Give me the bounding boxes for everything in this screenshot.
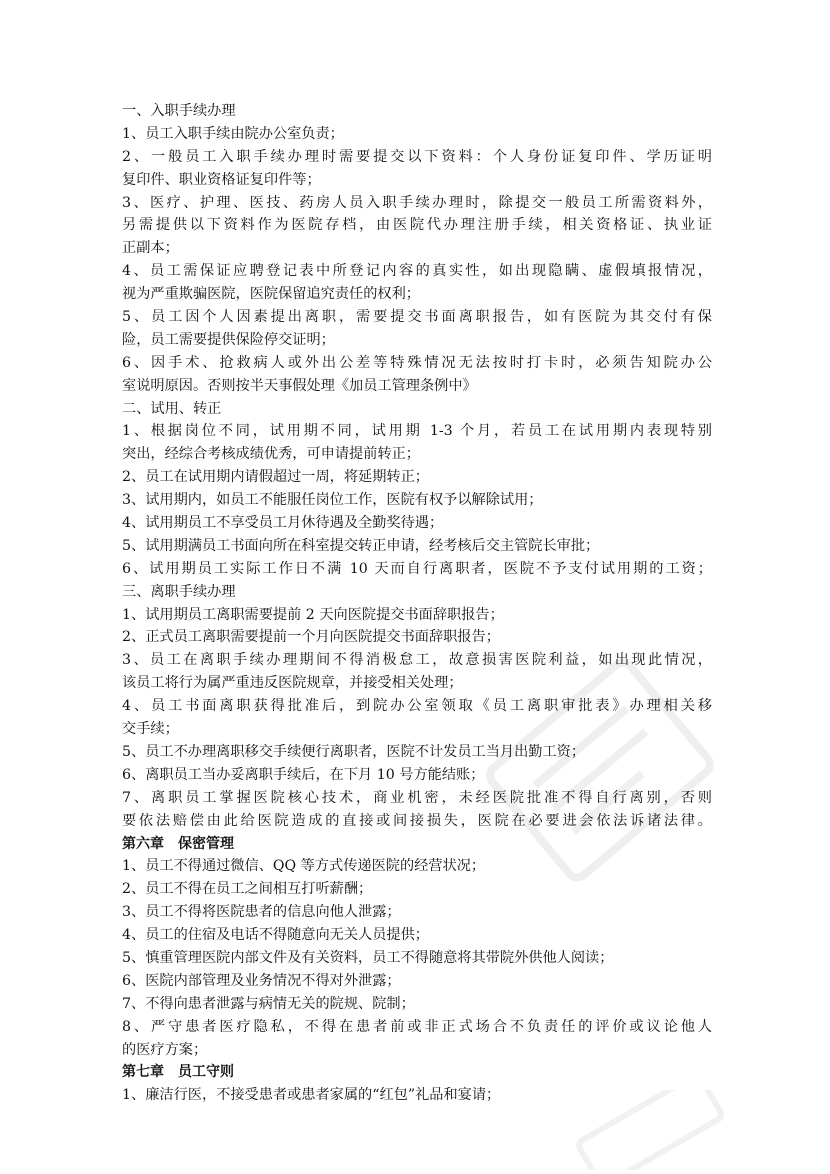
list-item-line: 的医疗方案；	[122, 1041, 208, 1058]
list-item-line: 交手续；	[122, 721, 179, 738]
list-item-line: 1、员工入职手续由院办公室负责；	[122, 125, 344, 142]
list-item-line: 1、试用期员工离职需要提前 2 天向医院提交书面辞职报告；	[122, 606, 504, 623]
list-item-line: 室说明原因。否则按半天事假处理《加员工管理条例中》	[122, 377, 477, 394]
list-item-line: 5、员工因个人因素提出离职，需要提交书面离职报告，如有医院为其交付有保	[122, 309, 712, 326]
list-item-line: 1、员工不得通过微信、QQ 等方式传递医院的经营状况；	[122, 858, 486, 875]
list-item-line: 2、员工在试用期内请假超过一周，将延期转正；	[122, 469, 429, 486]
section-title: 一、入职手续办理	[122, 103, 236, 119]
list-item-line: 7、不得向患者泄露与病情无关的院规、院制；	[122, 995, 415, 1012]
list-item-line: 1、廉洁行医，不接受患者或患者家属的“红包”礼品和宴请；	[122, 1087, 501, 1104]
section-title: 二、试用、转正	[122, 400, 222, 417]
list-item-line: 1、根据岗位不同，试用期不同，试用期 1-3 个月，若员工在试用期内表现特别	[122, 423, 712, 440]
list-item-line: 4、员工书面离职获得批准后，到院办公室领取《员工离职审批表》办理相关移	[122, 698, 712, 715]
list-item-line: 3、医疗、护理、医技、药房人员入职手续办理时，除提交一般员工所需资料外，	[122, 194, 712, 211]
list-item-line: 另需提供以下资料作为医院存档，由医院代办理注册手续，相关资格证、执业证	[122, 217, 712, 234]
list-item-line: 3、试用期内，如员工不能服任岗位工作，医院有权予以解除试用；	[122, 492, 543, 509]
list-item-line: 6、离职员工当办妥离职手续后，在下月 10 号方能结账；	[122, 766, 485, 783]
list-item-line: 正副本；	[122, 240, 179, 257]
chapter-heading: 第七章 员工守则	[122, 1064, 234, 1081]
list-item-line: 5、慎重管理医院内部文件及有关资料，员工不得随意将其带院外供他人阅读；	[122, 949, 614, 966]
list-item-line: 3、员工不得将医院患者的信息向他人泄露；	[122, 904, 401, 921]
list-item-line: 视为严重欺骗医院，医院保留追究责任的权利；	[122, 286, 420, 303]
list-item-line: 该员工将行为属严重违反医院规章，并接受相关处理；	[122, 675, 463, 692]
list-item-line: 4、员工需保证应聘登记表中所登记内容的真实性，如出现隐瞒、虚假填报情况，	[122, 263, 712, 280]
list-item-line: 7、离职员工掌握医院核心技术，商业机密，未经医院批准不得自行离别，否则	[122, 789, 712, 806]
section-title: 三、离职手续办理	[122, 583, 236, 600]
list-item-line: 2、员工不得在员工之间相互打听薪酬；	[122, 881, 373, 898]
list-item-line: 4、试用期员工不享受员工月休待遇及全勤奖待遇；	[122, 515, 444, 532]
document-body	[122, 100, 712, 1107]
list-item-line: 4、员工的住宿及电话不得随意向无关人员提供；	[122, 927, 429, 944]
list-item-line: 要依法赔偿由此给医院造成的直接或间接损失，医院在必要进会依法诉诸法律。	[122, 812, 712, 829]
list-item-line: 8、严守患者医疗隐私，不得在患者前或非正式场合不负责任的评价或议论他人	[122, 1018, 712, 1035]
chapter-heading: 第六章 保密管理	[122, 835, 234, 852]
list-item-line: 6、医院内部管理及业务情况不得对外泄露；	[122, 972, 401, 989]
list-item-line: 5、试用期满员工书面向所在科室提交转正申请，经考核后交主管院长审批；	[122, 537, 600, 554]
list-item-line: 2、一般员工入职手续办理时需要提交以下资料：个人身份证复印件、学历证明	[122, 148, 712, 165]
list-item-line: 复印件、职业资格证复印件等；	[122, 171, 321, 188]
list-item-line: 5、员工不办理离职移交手续便行离职者，医院不计发员工当月出勤工资；	[122, 743, 586, 760]
list-item-line: 险，员工需要提供保险停交证明；	[122, 331, 335, 348]
list-item-line: 6、因手术、抢救病人或外出公差等特殊情况无法按时打卡时，必须告知院办公	[122, 354, 712, 371]
list-item-line: 突出，经综合考核成绩优秀，可申请提前转正；	[122, 446, 420, 463]
list-item-line: 2、正式员工离职需要提前一个月向医院提交书面辞职报告；	[122, 629, 500, 646]
list-item-line: 3、员工在离职手续办理期间不得消极怠工，故意损害医院利益，如出现此情况，	[122, 652, 712, 669]
list-item-line: 6、试用期员工实际工作日不满 10 天而自行离职者，医院不予支付试用期的工资；	[122, 560, 712, 577]
